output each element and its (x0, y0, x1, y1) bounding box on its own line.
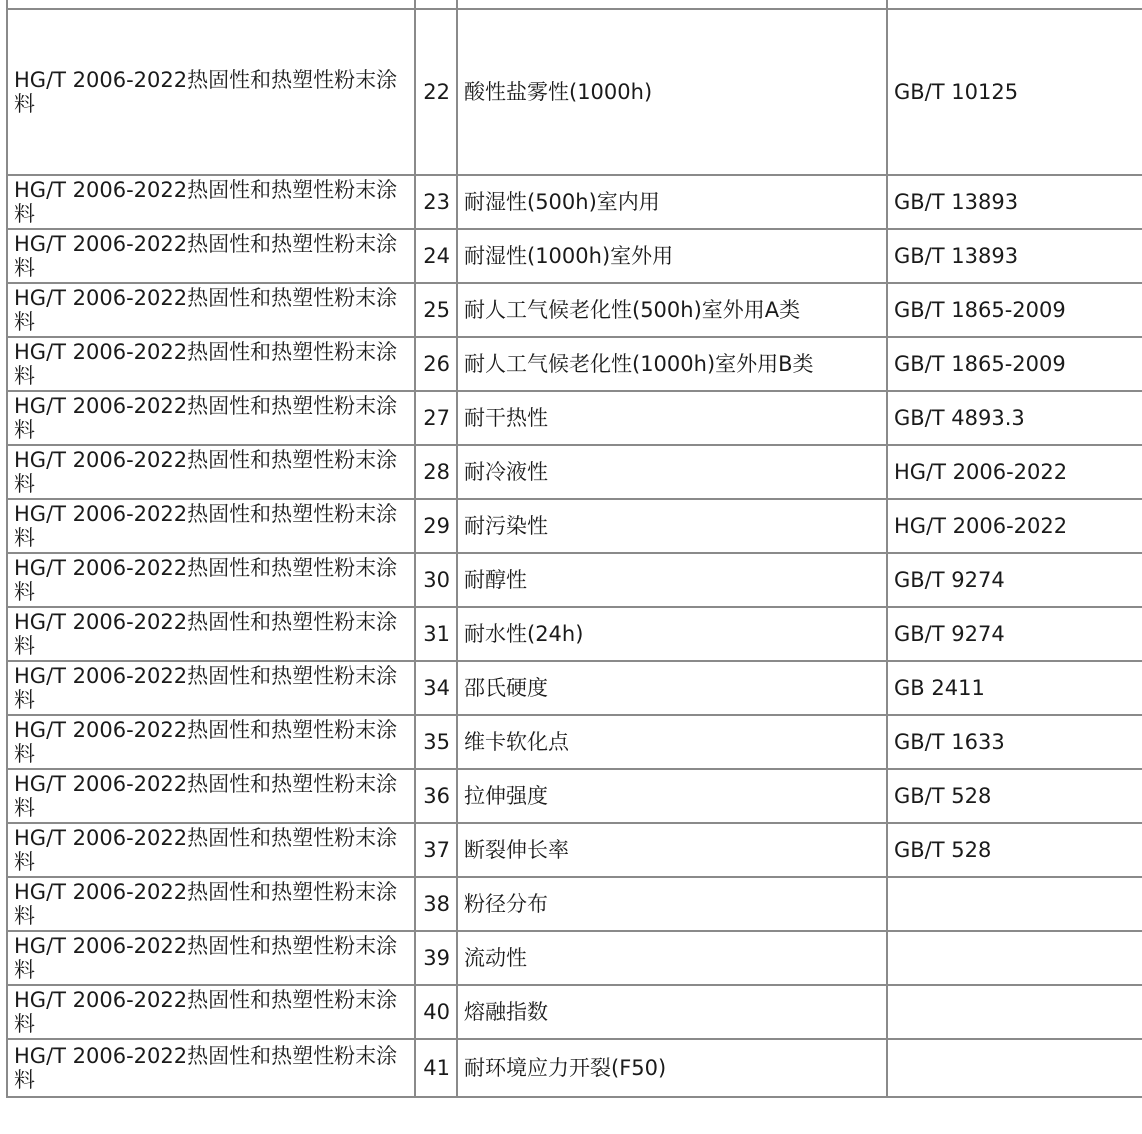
test-item-cell: 酸性盐雾性(1000h) (457, 9, 887, 175)
table-row (7, 823, 1142, 877)
test-item-cell: 粉径分布 (457, 877, 887, 931)
test-item-cell: 耐干热性 (457, 391, 887, 445)
test-item-cell: 耐人工气候老化性(500h)室外用A类 (457, 283, 887, 337)
item-number-cell: 31 (415, 607, 457, 661)
standard-cell: HG/T 2006-2022热固性和热塑性粉末涂料 (7, 931, 415, 985)
test-item-cell: 拉伸强度 (457, 769, 887, 823)
standard-cell: HG/T 2006-2022热固性和热塑性粉末涂料 (7, 661, 415, 715)
standard-cell: HG/T 2006-2022热固性和热塑性粉末涂料 (7, 229, 415, 283)
standard-cell: HG/T 2006-2022热固性和热塑性粉末涂料 (7, 175, 415, 229)
item-number-cell: 26 (415, 337, 457, 391)
standard-cell: HG/T 2006-2022热固性和热塑性粉末涂料 (7, 499, 415, 553)
item-number-cell: 23 (415, 175, 457, 229)
test-method-cell: GB/T 1865-2009 (887, 337, 1142, 391)
table-row (7, 877, 1142, 931)
test-item-cell: 耐醇性 (457, 553, 887, 607)
test-method-cell: GB/T 9274 (887, 607, 1142, 661)
test-item-cell: 耐环境应力开裂(F50) (457, 1039, 887, 1097)
test-method-cell: GB/T 10125 (887, 9, 1142, 175)
table-row (7, 445, 1142, 499)
table-row (7, 499, 1142, 553)
table-top-edge (456, 0, 458, 8)
test-item-cell: 维卡软化点 (457, 715, 887, 769)
item-number-cell: 41 (415, 1039, 457, 1097)
test-item-cell: 熔融指数 (457, 985, 887, 1039)
standard-cell: HG/T 2006-2022热固性和热塑性粉末涂料 (7, 1039, 415, 1097)
test-method-cell: GB/T 528 (887, 769, 1142, 823)
standard-cell: HG/T 2006-2022热固性和热塑性粉末涂料 (7, 607, 415, 661)
table-body (7, 9, 1142, 1097)
standards-table (6, 8, 1142, 1098)
item-number-cell: 29 (415, 499, 457, 553)
test-method-cell: GB/T 13893 (887, 175, 1142, 229)
item-number-cell: 37 (415, 823, 457, 877)
test-method-cell: GB/T 1865-2009 (887, 283, 1142, 337)
table-top-edge (414, 0, 416, 8)
standard-cell: HG/T 2006-2022热固性和热塑性粉末涂料 (7, 985, 415, 1039)
test-method-cell: GB/T 1633 (887, 715, 1142, 769)
item-number-cell: 28 (415, 445, 457, 499)
table-row (7, 229, 1142, 283)
table-row (7, 931, 1142, 985)
item-number-cell: 27 (415, 391, 457, 445)
test-method-cell: GB/T 528 (887, 823, 1142, 877)
table-row (7, 391, 1142, 445)
standard-cell: HG/T 2006-2022热固性和热塑性粉末涂料 (7, 877, 415, 931)
test-method-cell: GB/T 13893 (887, 229, 1142, 283)
table-top-edge (6, 0, 8, 8)
test-item-cell: 耐污染性 (457, 499, 887, 553)
table-top-edge (886, 0, 888, 8)
standard-cell: HG/T 2006-2022热固性和热塑性粉末涂料 (7, 283, 415, 337)
standard-cell: HG/T 2006-2022热固性和热塑性粉末涂料 (7, 337, 415, 391)
table-row (7, 661, 1142, 715)
test-method-cell (887, 877, 1142, 931)
test-method-cell: GB/T 4893.3 (887, 391, 1142, 445)
test-item-cell: 断裂伸长率 (457, 823, 887, 877)
test-method-cell (887, 1039, 1142, 1097)
item-number-cell: 35 (415, 715, 457, 769)
table-row (7, 337, 1142, 391)
table-row (7, 1039, 1142, 1097)
standard-cell: HG/T 2006-2022热固性和热塑性粉末涂料 (7, 823, 415, 877)
table-row (7, 715, 1142, 769)
item-number-cell: 34 (415, 661, 457, 715)
table-row (7, 553, 1142, 607)
test-item-cell: 流动性 (457, 931, 887, 985)
test-item-cell: 耐湿性(500h)室内用 (457, 175, 887, 229)
standard-cell: HG/T 2006-2022热固性和热塑性粉末涂料 (7, 9, 415, 175)
item-number-cell: 38 (415, 877, 457, 931)
table-row (7, 985, 1142, 1039)
item-number-cell: 36 (415, 769, 457, 823)
standard-cell: HG/T 2006-2022热固性和热塑性粉末涂料 (7, 715, 415, 769)
test-method-cell: GB/T 9274 (887, 553, 1142, 607)
test-method-cell: HG/T 2006-2022 (887, 445, 1142, 499)
table-row (7, 769, 1142, 823)
test-item-cell: 耐冷液性 (457, 445, 887, 499)
test-method-cell (887, 931, 1142, 985)
standard-cell: HG/T 2006-2022热固性和热塑性粉末涂料 (7, 769, 415, 823)
test-item-cell: 耐人工气候老化性(1000h)室外用B类 (457, 337, 887, 391)
test-item-cell: 耐湿性(1000h)室外用 (457, 229, 887, 283)
item-number-cell: 22 (415, 9, 457, 175)
test-method-cell (887, 985, 1142, 1039)
test-method-cell: GB 2411 (887, 661, 1142, 715)
test-item-cell: 邵氏硬度 (457, 661, 887, 715)
standard-cell: HG/T 2006-2022热固性和热塑性粉末涂料 (7, 445, 415, 499)
test-item-cell: 耐水性(24h) (457, 607, 887, 661)
table-row (7, 175, 1142, 229)
item-number-cell: 30 (415, 553, 457, 607)
standard-cell: HG/T 2006-2022热固性和热塑性粉末涂料 (7, 553, 415, 607)
test-method-cell: HG/T 2006-2022 (887, 499, 1142, 553)
table-row (7, 9, 1142, 175)
item-number-cell: 25 (415, 283, 457, 337)
table-row (7, 283, 1142, 337)
item-number-cell: 39 (415, 931, 457, 985)
item-number-cell: 40 (415, 985, 457, 1039)
table-row (7, 607, 1142, 661)
standard-cell: HG/T 2006-2022热固性和热塑性粉末涂料 (7, 391, 415, 445)
item-number-cell: 24 (415, 229, 457, 283)
